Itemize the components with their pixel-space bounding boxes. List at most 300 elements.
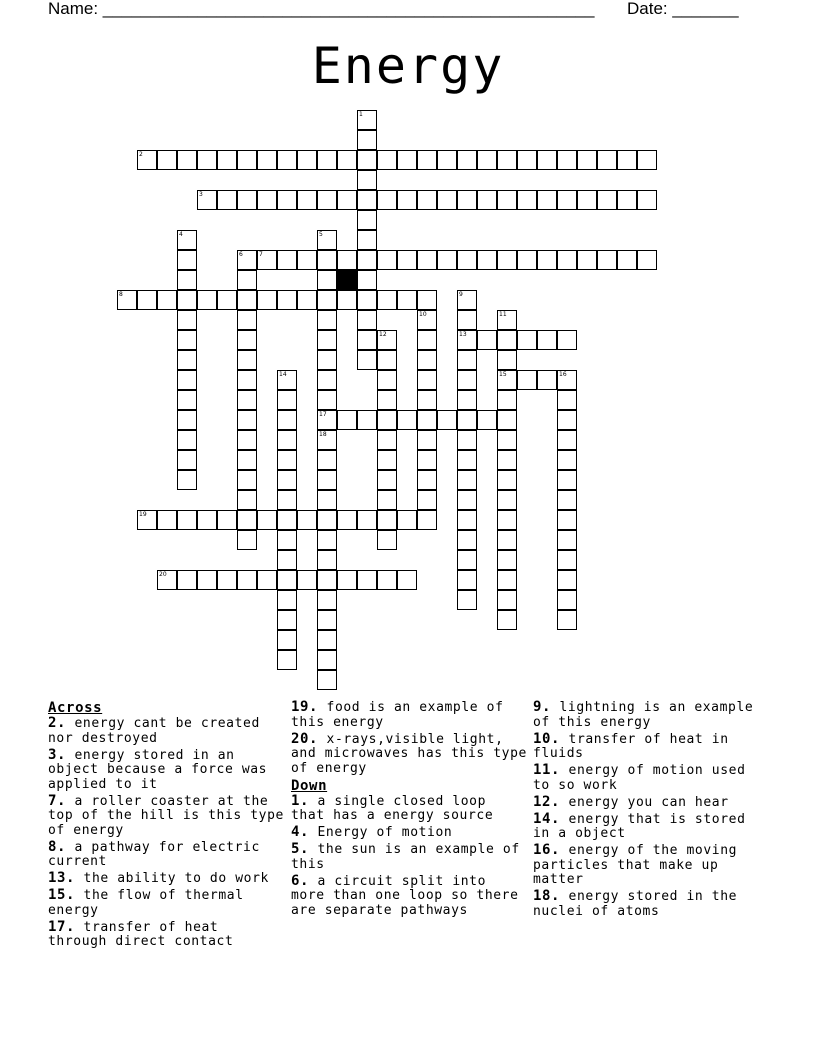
answer-square[interactable] <box>237 370 257 390</box>
answer-square[interactable] <box>377 570 397 590</box>
answer-square[interactable] <box>277 590 297 610</box>
answer-square[interactable] <box>497 410 517 430</box>
answer-square[interactable] <box>357 210 377 230</box>
answer-square[interactable] <box>217 150 237 170</box>
answer-square[interactable] <box>477 190 497 210</box>
answer-square[interactable] <box>437 150 457 170</box>
answer-square[interactable] <box>317 670 337 690</box>
answer-square[interactable] <box>357 350 377 370</box>
answer-square[interactable] <box>317 350 337 370</box>
answer-square[interactable] <box>237 530 257 550</box>
clue-number-label: 9 <box>459 291 463 298</box>
answer-square[interactable] <box>237 190 257 210</box>
answer-square[interactable] <box>497 430 517 450</box>
answer-square[interactable] <box>457 290 477 310</box>
answer-square[interactable] <box>177 250 197 270</box>
answer-square[interactable] <box>277 410 297 430</box>
clue-text: transfer of heat through direct contact <box>48 919 234 949</box>
answer-square[interactable] <box>277 550 297 570</box>
answer-square[interactable] <box>317 250 337 270</box>
answer-square[interactable] <box>277 290 297 310</box>
clue-down-4 <box>291 825 527 841</box>
clue-number: 5. <box>291 841 310 857</box>
answer-square[interactable] <box>317 370 337 390</box>
answer-square[interactable] <box>177 450 197 470</box>
answer-square[interactable] <box>317 590 337 610</box>
clue-down-16 <box>533 843 769 888</box>
answer-square[interactable] <box>537 250 557 270</box>
answer-square[interactable] <box>497 330 517 350</box>
answer-square[interactable] <box>397 510 417 530</box>
answer-square[interactable] <box>377 530 397 550</box>
answer-square[interactable] <box>557 570 577 590</box>
clue-text: energy stored in an object because a force was applied to it <box>48 747 268 792</box>
answer-square[interactable] <box>457 570 477 590</box>
answer-square[interactable] <box>557 530 577 550</box>
answer-square[interactable] <box>377 450 397 470</box>
answer-square[interactable] <box>317 650 337 670</box>
answer-square[interactable] <box>277 390 297 410</box>
answer-square[interactable] <box>177 150 197 170</box>
clue-down-10 <box>533 732 769 762</box>
clues-column-1 <box>48 700 284 951</box>
answer-square[interactable] <box>557 250 577 270</box>
answer-square[interactable] <box>357 190 377 210</box>
answer-square[interactable] <box>177 430 197 450</box>
answer-square[interactable] <box>317 150 337 170</box>
answer-square[interactable] <box>537 150 557 170</box>
answer-square[interactable] <box>317 490 337 510</box>
answer-square[interactable] <box>317 510 337 530</box>
answer-square[interactable] <box>497 590 517 610</box>
answer-square[interactable] <box>377 350 397 370</box>
answer-square[interactable] <box>497 310 517 330</box>
answer-square[interactable] <box>277 630 297 650</box>
answer-square[interactable] <box>357 570 377 590</box>
answer-square[interactable] <box>277 250 297 270</box>
clue-number-label: 7 <box>259 251 263 258</box>
answer-square[interactable] <box>177 370 197 390</box>
answer-square[interactable] <box>417 370 437 390</box>
clue-text: a circuit split into more than one loop so there are separate pathways <box>291 873 519 918</box>
answer-square[interactable] <box>377 190 397 210</box>
answer-square[interactable] <box>457 490 477 510</box>
answer-square[interactable] <box>137 510 157 530</box>
answer-square[interactable] <box>497 150 517 170</box>
answer-square[interactable] <box>377 390 397 410</box>
answer-square[interactable] <box>517 190 537 210</box>
answer-square[interactable] <box>357 110 377 130</box>
answer-square[interactable] <box>277 190 297 210</box>
answer-square[interactable] <box>457 550 477 570</box>
answer-square[interactable] <box>277 650 297 670</box>
answer-square[interactable] <box>277 610 297 630</box>
answer-square[interactable] <box>417 310 437 330</box>
answer-square[interactable] <box>397 570 417 590</box>
clue-text: x-rays,visible light, and microwaves has this type of energy <box>291 731 527 776</box>
answer-square[interactable] <box>217 510 237 530</box>
answer-square[interactable] <box>557 610 577 630</box>
answer-square[interactable] <box>177 230 197 250</box>
answer-square[interactable] <box>557 390 577 410</box>
answer-square[interactable] <box>517 150 537 170</box>
clue-down-6 <box>291 874 527 919</box>
answer-square[interactable] <box>357 410 377 430</box>
answer-square[interactable] <box>477 330 497 350</box>
clue-number: 2. <box>48 715 67 731</box>
answer-square[interactable] <box>357 250 377 270</box>
answer-square[interactable] <box>457 330 477 350</box>
answer-square[interactable] <box>277 150 297 170</box>
answer-square[interactable] <box>157 290 177 310</box>
answer-square[interactable] <box>377 370 397 390</box>
answer-square[interactable] <box>297 510 317 530</box>
answer-square[interactable] <box>317 230 337 250</box>
clue-number: 4. <box>291 824 310 840</box>
answer-square[interactable] <box>497 510 517 530</box>
answer-square[interactable] <box>177 350 197 370</box>
clue-text: energy of motion used to so work <box>533 763 746 793</box>
answer-square[interactable] <box>337 150 357 170</box>
clue-across-17 <box>48 920 284 950</box>
clue-across-15 <box>48 888 284 918</box>
answer-square[interactable] <box>637 150 657 170</box>
answer-square[interactable] <box>317 330 337 350</box>
answer-square[interactable] <box>457 310 477 330</box>
answer-square[interactable] <box>497 370 517 390</box>
clue-down-11 <box>533 763 769 793</box>
answer-square[interactable] <box>157 150 177 170</box>
answer-square[interactable] <box>257 190 277 210</box>
answer-square[interactable] <box>237 250 257 270</box>
answer-square[interactable] <box>417 490 437 510</box>
answer-square[interactable] <box>557 150 577 170</box>
answer-square[interactable] <box>197 190 217 210</box>
answer-square[interactable] <box>457 350 477 370</box>
answer-square[interactable] <box>397 190 417 210</box>
answer-square[interactable] <box>357 510 377 530</box>
answer-square[interactable] <box>377 490 397 510</box>
answer-square[interactable] <box>157 570 177 590</box>
clue-number-label: 15 <box>499 371 507 378</box>
answer-square[interactable] <box>457 150 477 170</box>
answer-square[interactable] <box>417 430 437 450</box>
answer-square[interactable] <box>357 130 377 150</box>
answer-square[interactable] <box>277 490 297 510</box>
clue-number-label: 8 <box>119 291 123 298</box>
answer-square[interactable] <box>317 470 337 490</box>
answer-square[interactable] <box>617 150 637 170</box>
answer-square[interactable] <box>237 430 257 450</box>
clue-number: 7. <box>48 792 67 809</box>
answer-square[interactable] <box>317 550 337 570</box>
answer-square[interactable] <box>397 150 417 170</box>
answer-square[interactable] <box>457 450 477 470</box>
answer-square[interactable] <box>457 590 477 610</box>
answer-square[interactable] <box>437 190 457 210</box>
answer-square[interactable] <box>397 250 417 270</box>
answer-square[interactable] <box>317 530 337 550</box>
clue-number-label: 10 <box>419 311 427 318</box>
answer-square[interactable] <box>277 510 297 530</box>
answer-square[interactable] <box>437 250 457 270</box>
answer-square[interactable] <box>557 410 577 430</box>
answer-square[interactable] <box>577 190 597 210</box>
clue-down-1 <box>291 794 527 824</box>
clue-number: 11. <box>533 762 561 778</box>
answer-square[interactable] <box>257 290 277 310</box>
answer-square[interactable] <box>197 150 217 170</box>
answer-square[interactable] <box>417 410 437 430</box>
name-field-label: Name: ____________________________________________________ <box>48 0 595 18</box>
answer-square[interactable] <box>577 150 597 170</box>
answer-square[interactable] <box>317 410 337 430</box>
answer-square[interactable] <box>497 470 517 490</box>
answer-square[interactable] <box>117 290 137 310</box>
answer-square[interactable] <box>497 570 517 590</box>
answer-square[interactable] <box>597 150 617 170</box>
answer-square[interactable] <box>557 510 577 530</box>
answer-square[interactable] <box>477 250 497 270</box>
answer-square[interactable] <box>537 190 557 210</box>
answer-square[interactable] <box>417 390 437 410</box>
answer-square[interactable] <box>237 570 257 590</box>
answer-square[interactable] <box>237 310 257 330</box>
answer-square[interactable] <box>457 190 477 210</box>
answer-square[interactable] <box>457 530 477 550</box>
answer-square[interactable] <box>537 330 557 350</box>
answer-square[interactable] <box>477 150 497 170</box>
answer-square[interactable] <box>217 570 237 590</box>
answer-square[interactable] <box>197 510 217 530</box>
answer-square[interactable] <box>237 470 257 490</box>
answer-square[interactable] <box>257 510 277 530</box>
answer-square[interactable] <box>417 290 437 310</box>
answer-square[interactable] <box>597 250 617 270</box>
answer-square[interactable] <box>377 290 397 310</box>
answer-square[interactable] <box>237 150 257 170</box>
answer-square[interactable] <box>277 430 297 450</box>
answer-square[interactable] <box>457 370 477 390</box>
date-field-label: Date: _______ <box>627 0 739 18</box>
answer-square[interactable] <box>537 370 557 390</box>
clue-across-2 <box>48 716 284 746</box>
answer-square[interactable] <box>297 570 317 590</box>
answer-square[interactable] <box>317 570 337 590</box>
answer-square[interactable] <box>297 190 317 210</box>
answer-square[interactable] <box>457 470 477 490</box>
answer-square[interactable] <box>377 250 397 270</box>
answer-square[interactable] <box>137 290 157 310</box>
answer-square[interactable] <box>497 190 517 210</box>
answer-square[interactable] <box>337 510 357 530</box>
answer-square[interactable] <box>337 570 357 590</box>
answer-square[interactable] <box>317 630 337 650</box>
answer-square[interactable] <box>637 250 657 270</box>
answer-square[interactable] <box>497 450 517 470</box>
answer-square[interactable] <box>317 270 337 290</box>
answer-square[interactable] <box>637 190 657 210</box>
answer-square[interactable] <box>277 570 297 590</box>
answer-square[interactable] <box>317 450 337 470</box>
answer-square[interactable] <box>177 390 197 410</box>
answer-square[interactable] <box>417 330 437 350</box>
answer-square[interactable] <box>377 150 397 170</box>
clue-number-label: 11 <box>499 311 507 318</box>
answer-square[interactable] <box>177 410 197 430</box>
answer-square[interactable] <box>557 370 577 390</box>
answer-square[interactable] <box>397 290 417 310</box>
answer-square[interactable] <box>237 270 257 290</box>
clue-number-label: 5 <box>319 231 323 238</box>
answer-square[interactable] <box>417 470 437 490</box>
page-title: Energy <box>311 37 505 95</box>
answer-square[interactable] <box>557 590 577 610</box>
clue-across-13 <box>48 871 284 887</box>
answer-square[interactable] <box>497 550 517 570</box>
answer-square[interactable] <box>237 490 257 510</box>
answer-square[interactable] <box>417 510 437 530</box>
answer-square[interactable] <box>257 250 277 270</box>
answer-square[interactable] <box>557 490 577 510</box>
answer-square[interactable] <box>557 470 577 490</box>
answer-square[interactable] <box>497 610 517 630</box>
answer-square[interactable] <box>177 290 197 310</box>
answer-square[interactable] <box>497 390 517 410</box>
answer-square[interactable] <box>297 250 317 270</box>
answer-square[interactable] <box>377 470 397 490</box>
answer-square[interactable] <box>237 330 257 350</box>
answer-square[interactable] <box>277 450 297 470</box>
clue-number-label: 6 <box>239 251 243 258</box>
answer-square[interactable] <box>477 410 497 430</box>
answer-square[interactable] <box>337 290 357 310</box>
answer-square[interactable] <box>257 570 277 590</box>
answer-square[interactable] <box>137 150 157 170</box>
answer-square[interactable] <box>157 510 177 530</box>
answer-square[interactable] <box>317 290 337 310</box>
clue-number: 12. <box>533 793 561 810</box>
answer-square[interactable] <box>357 270 377 290</box>
answer-square[interactable] <box>177 510 197 530</box>
answer-square[interactable] <box>517 370 537 390</box>
answer-square[interactable] <box>317 190 337 210</box>
answer-square[interactable] <box>177 330 197 350</box>
answer-square[interactable] <box>577 250 597 270</box>
answer-square[interactable] <box>557 190 577 210</box>
answer-square[interactable] <box>317 390 337 410</box>
answer-square[interactable] <box>277 370 297 390</box>
answer-square[interactable] <box>517 250 537 270</box>
answer-square[interactable] <box>317 430 337 450</box>
answer-square[interactable] <box>497 250 517 270</box>
answer-square[interactable] <box>357 150 377 170</box>
answer-square[interactable] <box>457 390 477 410</box>
answer-square[interactable] <box>397 410 417 430</box>
answer-square[interactable] <box>417 190 437 210</box>
answer-square[interactable] <box>457 410 477 430</box>
answer-square[interactable] <box>237 290 257 310</box>
answer-square[interactable] <box>557 550 577 570</box>
answer-square[interactable] <box>197 290 217 310</box>
clue-text: food is an example of this energy <box>291 700 504 730</box>
answer-square[interactable] <box>417 450 437 470</box>
clue-across-7 <box>48 794 284 839</box>
answer-square[interactable] <box>337 410 357 430</box>
answer-square[interactable] <box>357 170 377 190</box>
answer-square[interactable] <box>457 430 477 450</box>
answer-square[interactable] <box>377 430 397 450</box>
answer-square[interactable] <box>557 430 577 450</box>
clue-number: 14. <box>533 810 561 827</box>
answer-square[interactable] <box>257 150 277 170</box>
answer-square[interactable] <box>377 510 397 530</box>
clue-number: 3. <box>48 746 67 763</box>
answer-square[interactable] <box>437 410 457 430</box>
answer-square[interactable] <box>277 470 297 490</box>
answer-square[interactable] <box>357 290 377 310</box>
answer-square[interactable] <box>217 190 237 210</box>
answer-square[interactable] <box>177 470 197 490</box>
answer-square[interactable] <box>317 310 337 330</box>
answer-square[interactable] <box>497 350 517 370</box>
answer-square[interactable] <box>517 330 537 350</box>
clue-down-14 <box>533 812 769 842</box>
answer-square[interactable] <box>237 510 257 530</box>
answer-square[interactable] <box>357 310 377 330</box>
answer-square[interactable] <box>497 530 517 550</box>
answer-square[interactable] <box>237 350 257 370</box>
clue-text: energy stored in the nuclei of atoms <box>533 889 738 919</box>
answer-square[interactable] <box>457 510 477 530</box>
answer-square[interactable] <box>297 290 317 310</box>
answer-square[interactable] <box>277 530 297 550</box>
answer-square[interactable] <box>237 410 257 430</box>
answer-square[interactable] <box>177 570 197 590</box>
answer-square[interactable] <box>237 390 257 410</box>
answer-square[interactable] <box>557 450 577 470</box>
answer-square[interactable] <box>377 410 397 430</box>
answer-square[interactable] <box>217 290 237 310</box>
answer-square[interactable] <box>357 230 377 250</box>
clue-across-19 <box>291 700 527 730</box>
clue-number-label: 20 <box>159 571 167 578</box>
clue-number: 16. <box>533 842 561 858</box>
answer-square[interactable] <box>497 490 517 510</box>
answer-square[interactable] <box>457 250 477 270</box>
answer-square[interactable] <box>617 250 637 270</box>
answer-square[interactable] <box>357 330 377 350</box>
answer-square[interactable] <box>177 310 197 330</box>
answer-square[interactable] <box>417 250 437 270</box>
answer-square[interactable] <box>237 450 257 470</box>
answer-square[interactable] <box>377 330 397 350</box>
answer-square[interactable] <box>177 270 197 290</box>
clue-down-9 <box>533 700 769 730</box>
answer-square[interactable] <box>197 570 217 590</box>
answer-square[interactable] <box>597 190 617 210</box>
answer-square[interactable] <box>617 190 637 210</box>
clue-number: 6. <box>291 872 310 889</box>
answer-square[interactable] <box>417 150 437 170</box>
clue-number: 13. <box>48 870 76 886</box>
answer-square[interactable] <box>417 350 437 370</box>
answer-square[interactable] <box>297 150 317 170</box>
answer-square[interactable] <box>317 610 337 630</box>
answer-square[interactable] <box>337 190 357 210</box>
answer-square[interactable] <box>337 250 357 270</box>
answer-square[interactable] <box>557 330 577 350</box>
